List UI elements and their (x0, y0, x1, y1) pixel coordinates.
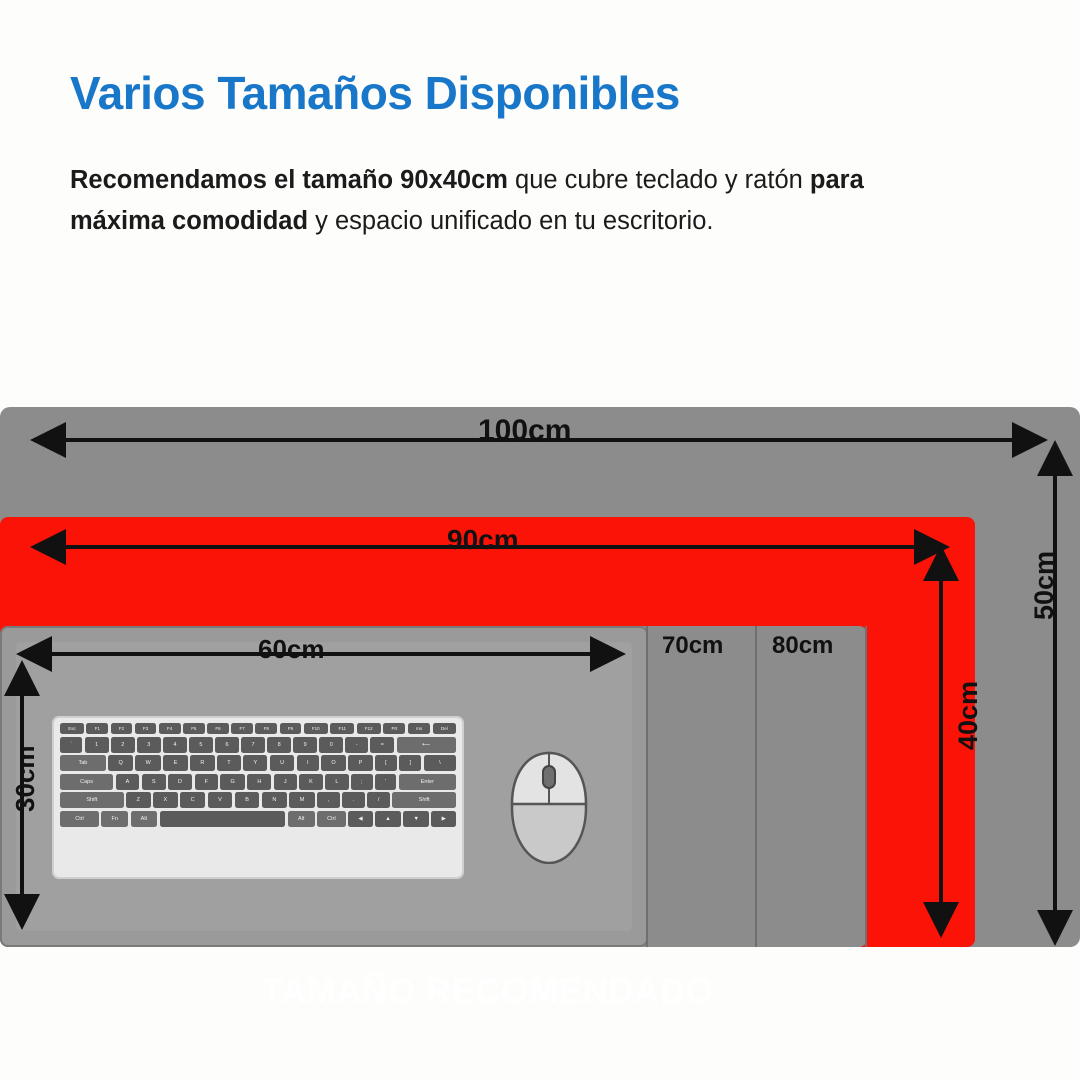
key-shift-left: Shift (60, 792, 124, 808)
key: Del (433, 723, 456, 734)
key: , (317, 792, 340, 808)
subtitle-plain-2: y espacio unificado en tu escritorio. (308, 207, 714, 236)
key: F8 (255, 723, 277, 734)
key-arrow-up: ▲ (375, 811, 401, 827)
label-height-50cm: 50cm (1029, 550, 1059, 620)
key-alt-right: Alt (288, 811, 315, 827)
key-alt-left: Alt (131, 811, 158, 827)
keyboard-row-space (60, 811, 456, 827)
key-backspace: ⟵ (397, 737, 456, 753)
key: F2 (111, 723, 133, 734)
key: L (325, 774, 348, 790)
key: N (262, 792, 287, 808)
key: F (195, 774, 219, 790)
key: F3 (135, 723, 157, 734)
key: F5 (183, 723, 205, 734)
key: ' (375, 774, 396, 790)
mouse-illustration (510, 746, 588, 864)
key: J (274, 774, 297, 790)
subtitle-bold-2: para máxima comodidad (70, 166, 864, 236)
divider-70-80 (755, 626, 757, 947)
label-height-40cm: 40cm (953, 680, 983, 750)
key: X (153, 792, 178, 808)
keyboard-row-numbers (60, 737, 456, 753)
label-width-90cm: 90cm (447, 524, 519, 555)
key: 3 (137, 737, 161, 753)
key: M (289, 792, 315, 808)
key: V (208, 792, 233, 808)
subtitle-plain-1: que cubre teclado y ratón (507, 166, 810, 194)
key: F4 (159, 723, 181, 734)
key: Ins (408, 723, 431, 734)
key: 4 (163, 737, 187, 753)
key: F11 (330, 723, 354, 734)
key: D (168, 774, 192, 790)
key: O (321, 755, 346, 771)
divider-80-90 (865, 626, 867, 947)
key: 8 (267, 737, 291, 753)
divider-60-70 (646, 626, 648, 947)
key-arrow-down: ▼ (403, 811, 429, 827)
label-width-80cm: 80cm (772, 632, 834, 659)
key: Y (243, 755, 267, 771)
label-width-60cm: 60cm (258, 634, 325, 664)
keyboard-row-qwerty (60, 755, 456, 771)
label-width-70cm: 70cm (662, 632, 724, 659)
key: F10 (304, 723, 328, 734)
keyboard-row-shift (60, 792, 456, 808)
key: ; (351, 774, 373, 790)
label-height-30cm: 30cm (10, 745, 40, 812)
page-subtitle (70, 160, 950, 243)
key-fn: Fn (101, 811, 128, 827)
key-capslock: Caps (60, 774, 113, 790)
keyboard-row-home (60, 774, 456, 790)
key-tab: Tab (60, 755, 106, 771)
key: S (142, 774, 166, 790)
key: 9 (293, 737, 317, 753)
key: H (247, 774, 271, 790)
key: 7 (241, 737, 265, 753)
key: ` (60, 737, 82, 753)
key-ctrl-left: Ctrl (60, 811, 99, 827)
key: R (190, 755, 215, 771)
key: - (345, 737, 367, 753)
key: F1 (86, 723, 108, 734)
key: G (220, 774, 244, 790)
key: I (297, 755, 319, 771)
key: B (235, 792, 260, 808)
key-space (160, 811, 286, 827)
subtitle-bold-1: Recomendamos el tamaño 90x40cm (70, 166, 508, 194)
key: Prt (383, 723, 405, 734)
key-shift-right: Shift (392, 792, 456, 808)
key: 6 (215, 737, 239, 753)
key-arrow-right: ▶ (431, 811, 456, 827)
key: U (270, 755, 295, 771)
key: F6 (207, 723, 229, 734)
key: C (180, 792, 205, 808)
key: \ (424, 755, 456, 771)
key: Z (126, 792, 150, 808)
keyboard-row-function (60, 723, 456, 734)
key: Q (108, 755, 133, 771)
key-ctrl-right: Ctrl (317, 811, 346, 827)
key: . (342, 792, 365, 808)
key: 1 (85, 737, 109, 753)
key: 5 (189, 737, 213, 753)
key: P (348, 755, 372, 771)
key: E (163, 755, 187, 771)
key: K (299, 774, 323, 790)
keyboard-illustration (52, 716, 464, 879)
key: 2 (111, 737, 135, 753)
key: ] (399, 755, 421, 771)
page-title: Varios Tamaños Disponibles (70, 67, 680, 119)
key: W (135, 755, 161, 771)
label-width-100cm: 100cm (478, 414, 572, 447)
key: = (370, 737, 394, 753)
recommended-banner-label: TAMAÑO RECOMENDADO (261, 972, 714, 1011)
key: F7 (231, 723, 253, 734)
key: F9 (280, 723, 302, 734)
key: A (116, 774, 140, 790)
key: [ (375, 755, 397, 771)
key-enter: Enter (399, 774, 456, 790)
key: 0 (319, 737, 343, 753)
key: T (217, 755, 241, 771)
key: Esc (60, 723, 84, 734)
key-arrow-left: ◀ (348, 811, 373, 827)
key: F12 (357, 723, 381, 734)
key: / (367, 792, 390, 808)
